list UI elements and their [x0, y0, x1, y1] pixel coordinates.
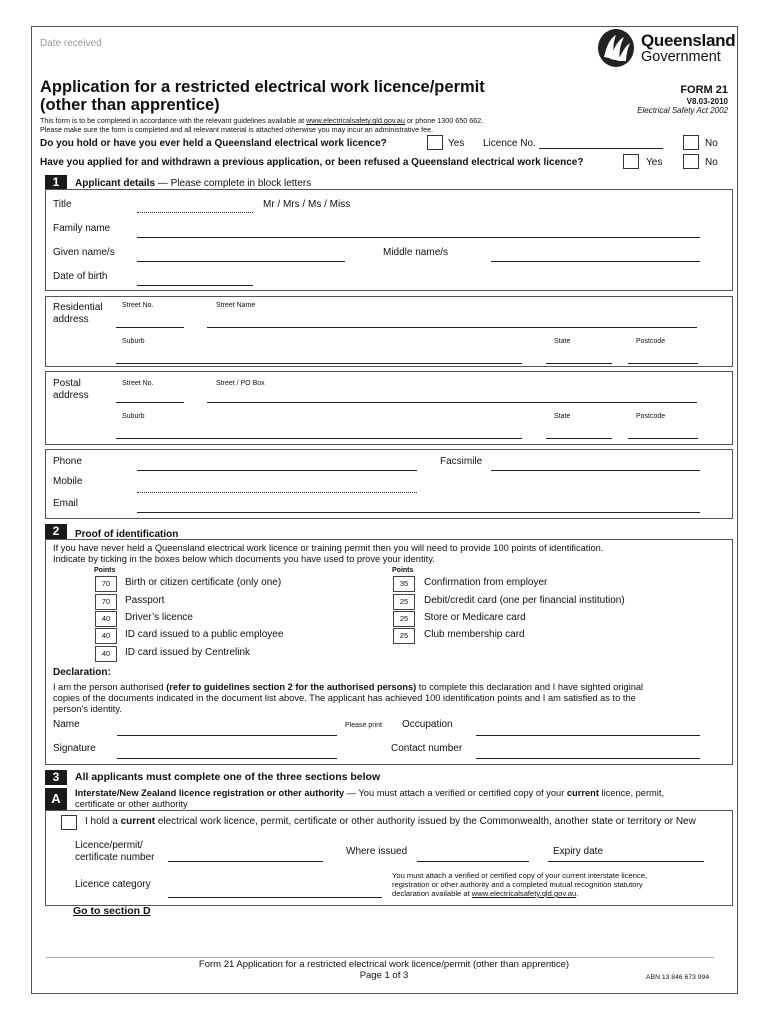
id-points-box[interactable]: 40: [95, 646, 117, 662]
intro-line2: Please make sure the form is completed and all relevant material is attached otherwise you may incur an administrative fee.: [40, 125, 434, 134]
date-of-birth-field[interactable]: [137, 285, 253, 286]
res-street-no-label: Street No.: [122, 302, 154, 309]
refused-yes-label: Yes: [646, 157, 663, 168]
refused-no-checkbox[interactable]: [683, 154, 699, 169]
given-names-label: Given name/s: [53, 247, 115, 258]
points-header-left: Points: [94, 567, 116, 574]
occupation-field[interactable]: [476, 735, 700, 736]
mobile-label: Mobile: [53, 476, 83, 487]
where-issued-field[interactable]: [417, 861, 529, 862]
refused-yes-checkbox[interactable]: [623, 154, 639, 169]
declarant-name-field[interactable]: [117, 735, 337, 736]
postal-state-field[interactable]: [546, 438, 612, 439]
id-item-label: Driver’s licence: [125, 612, 193, 623]
licence-number-field[interactable]: [168, 861, 323, 862]
postal-street-no-label: Street No.: [122, 380, 154, 387]
res-street-name-field[interactable]: [207, 327, 697, 328]
expiry-date-label: Expiry date: [553, 846, 604, 857]
signature-label: Signature: [53, 743, 96, 754]
licence-no-field[interactable]: [539, 148, 663, 149]
postal-suburb-label: Suburb: [122, 413, 145, 420]
res-suburb-field[interactable]: [116, 363, 522, 364]
question-refused: Have you applied for and withdrawn a previous application, or been refused a Queensland electrical work licence?: [40, 157, 584, 168]
id-points-box[interactable]: 70: [95, 594, 117, 610]
family-name-field[interactable]: [137, 237, 700, 238]
declaration-title: Declaration:: [53, 667, 111, 678]
held-licence-yes-checkbox[interactable]: [427, 135, 443, 150]
hold-current-licence-label: I hold a current electrical work licence, permit, certificate or other authority issued by the Commonwealth, another state or territory or New: [85, 816, 696, 827]
id-points-box[interactable]: 25: [393, 594, 415, 610]
electrical-safety-link[interactable]: www.electricalsafety.qld.gov.au: [306, 116, 405, 125]
id-item-label: Birth or citizen certificate (only one): [125, 577, 282, 588]
points-header-right: Points: [392, 567, 414, 574]
intro-line1: This form is to be completed in accordance with the relevant guidelines available at www.electricalsafety.qld.gov.au or phone 1300 650 662.: [40, 116, 484, 125]
declaration-line1: I am the person authorised (refer to guidelines section 2 for the authorised persons) to complete this declaration and I have sighted original: [53, 682, 644, 692]
attach-note-1: You must attach a verified or certified copy of your current interstate licence,: [392, 871, 648, 880]
postal-suburb-field[interactable]: [116, 438, 522, 439]
residential-label-2: address: [53, 314, 89, 325]
footer-abn: ABN 13 846 673 994: [646, 974, 710, 981]
electrical-safety-link[interactable]: www.electricalsafety.qld.gov.au: [471, 889, 577, 898]
postal-state-label: State: [554, 413, 571, 420]
postal-postcode-label: Postcode: [636, 413, 666, 420]
logo-line1: Queensland: [641, 31, 736, 50]
res-state-field[interactable]: [546, 363, 612, 364]
licence-category-field[interactable]: [168, 897, 382, 898]
refused-no-label: No: [705, 157, 718, 168]
attach-note-2: registration or other authority and a completed mutual recognition statutory: [392, 880, 643, 889]
declaration-line3: person’s identity.: [53, 704, 122, 714]
title-options: Mr / Mrs / Ms / Miss: [263, 199, 351, 210]
act-name: Electrical Safety Act 2002: [637, 106, 728, 115]
declaration-line2: copies of the documents indicated in the document list above. The applicant has achieved 100 identification points and I am satisfied as to the: [53, 693, 636, 703]
declarant-name-label: Name: [53, 719, 80, 730]
signature-field[interactable]: [117, 758, 337, 759]
logo-line2: Government: [641, 49, 721, 65]
section2-intro-2: Indicate by ticking in the boxes below which documents you have used to prove your identity.: [53, 554, 435, 564]
facsimile-label: Facsimile: [440, 456, 483, 467]
postal-street-po-label: Street / PO Box: [216, 380, 265, 387]
id-item-label: Confirmation from employer: [424, 577, 548, 588]
where-issued-label: Where issued: [346, 846, 408, 857]
postal-street-no-field[interactable]: [116, 402, 184, 403]
postal-street-po-field[interactable]: [207, 402, 697, 403]
licence-number-label-2: certificate number: [75, 852, 155, 863]
id-points-box[interactable]: 25: [393, 628, 415, 644]
postal-label-2: address: [53, 390, 89, 401]
res-postcode-label: Postcode: [636, 338, 666, 345]
family-name-label: Family name: [53, 223, 111, 234]
section-a-heading-line2: certificate or other authority: [75, 799, 188, 809]
held-licence-no-label: No: [705, 138, 718, 149]
id-item-label: Store or Medicare card: [424, 612, 526, 623]
section1-number: 1: [45, 175, 67, 190]
date-of-birth-label: Date of birth: [53, 271, 108, 282]
contact-box: [45, 449, 733, 519]
postal-label-1: Postal: [53, 378, 81, 389]
footer-rule: [46, 957, 714, 958]
res-street-name-label: Street Name: [216, 302, 256, 309]
section2-heading: Proof of identification: [75, 529, 179, 540]
residential-label-1: Residential: [53, 302, 103, 313]
queensland-crest-icon: [596, 27, 636, 69]
id-item-label: Debit/credit card (one per financial institution): [424, 595, 625, 606]
contact-number-label: Contact number: [391, 743, 463, 754]
held-licence-no-checkbox[interactable]: [683, 135, 699, 150]
phone-label: Phone: [53, 456, 82, 467]
res-state-label: State: [554, 338, 571, 345]
please-print-label: Please print: [345, 722, 382, 729]
phone-field[interactable]: [137, 470, 417, 471]
occupation-label: Occupation: [402, 719, 453, 730]
res-street-no-field[interactable]: [116, 327, 184, 328]
expiry-date-field[interactable]: [548, 861, 704, 862]
id-item-label: Passport: [125, 595, 165, 606]
id-points-box[interactable]: 40: [95, 628, 117, 644]
section3-number: 3: [45, 770, 67, 785]
form-title-line2: (other than apprentice): [40, 96, 220, 114]
form-title-line1: Application for a restricted electrical work licence/permit: [40, 78, 485, 96]
section1-heading: Applicant details — Please complete in block letters: [75, 178, 312, 189]
footer-title: Form 21 Application for a restricted electrical work licence/permit (other than apprentice): [198, 959, 570, 970]
id-points-box[interactable]: 35: [393, 576, 415, 592]
id-item-label: ID card issued to a public employee: [125, 629, 284, 640]
section2-number: 2: [45, 524, 67, 539]
form-number: FORM 21: [680, 84, 728, 96]
licence-category-label: Licence category: [75, 879, 151, 890]
email-field[interactable]: [137, 512, 700, 513]
form-version: V8.03-2010: [686, 97, 728, 106]
held-licence-yes-label: Yes: [448, 138, 465, 149]
res-suburb-label: Suburb: [122, 338, 145, 345]
licence-number-label-1: Licence/permit/: [75, 840, 143, 851]
go-to-section-d[interactable]: Go to section D: [73, 905, 151, 917]
res-postcode-field[interactable]: [628, 363, 698, 364]
middle-names-label: Middle name/s: [383, 247, 449, 258]
id-points-box[interactable]: 70: [95, 576, 117, 592]
attach-note-3: declaration available at www.electricalsafety.qld.gov.au.: [392, 889, 579, 898]
id-item-label: Club membership card: [424, 629, 525, 640]
mobile-field[interactable]: [137, 492, 417, 493]
section-a-heading: Interstate/New Zealand licence registration or other authority — You must attach a verified or certified copy of your current licence, permit,: [75, 788, 665, 798]
footer-page-number: Page 1 of 3: [359, 970, 409, 981]
id-points-box[interactable]: 40: [95, 611, 117, 627]
section-a-letter: A: [45, 788, 67, 810]
id-points-box[interactable]: 25: [393, 611, 415, 627]
title-label: Title: [53, 199, 72, 210]
given-names-field[interactable]: [137, 261, 345, 262]
question-held-licence: Do you hold or have you ever held a Queensland electrical work licence?: [40, 138, 387, 149]
facsimile-field[interactable]: [491, 470, 700, 471]
section2-intro-1: If you have never held a Queensland electrical work licence or training permit then you will need to provide 100 points of identification.: [53, 543, 604, 553]
section3-heading: All applicants must complete one of the three sections below: [75, 771, 381, 783]
postal-postcode-field[interactable]: [628, 438, 698, 439]
id-item-label: ID card issued by Centrelink: [125, 647, 251, 658]
licence-no-label: Licence No.: [483, 138, 536, 149]
contact-number-field[interactable]: [476, 758, 700, 759]
middle-names-field[interactable]: [491, 261, 700, 262]
date-received-label: Date received: [40, 38, 102, 49]
applicant-details-box: [45, 189, 733, 291]
email-label: Email: [53, 498, 79, 509]
title-field[interactable]: [137, 212, 253, 213]
hold-current-licence-checkbox[interactable]: [61, 815, 77, 830]
